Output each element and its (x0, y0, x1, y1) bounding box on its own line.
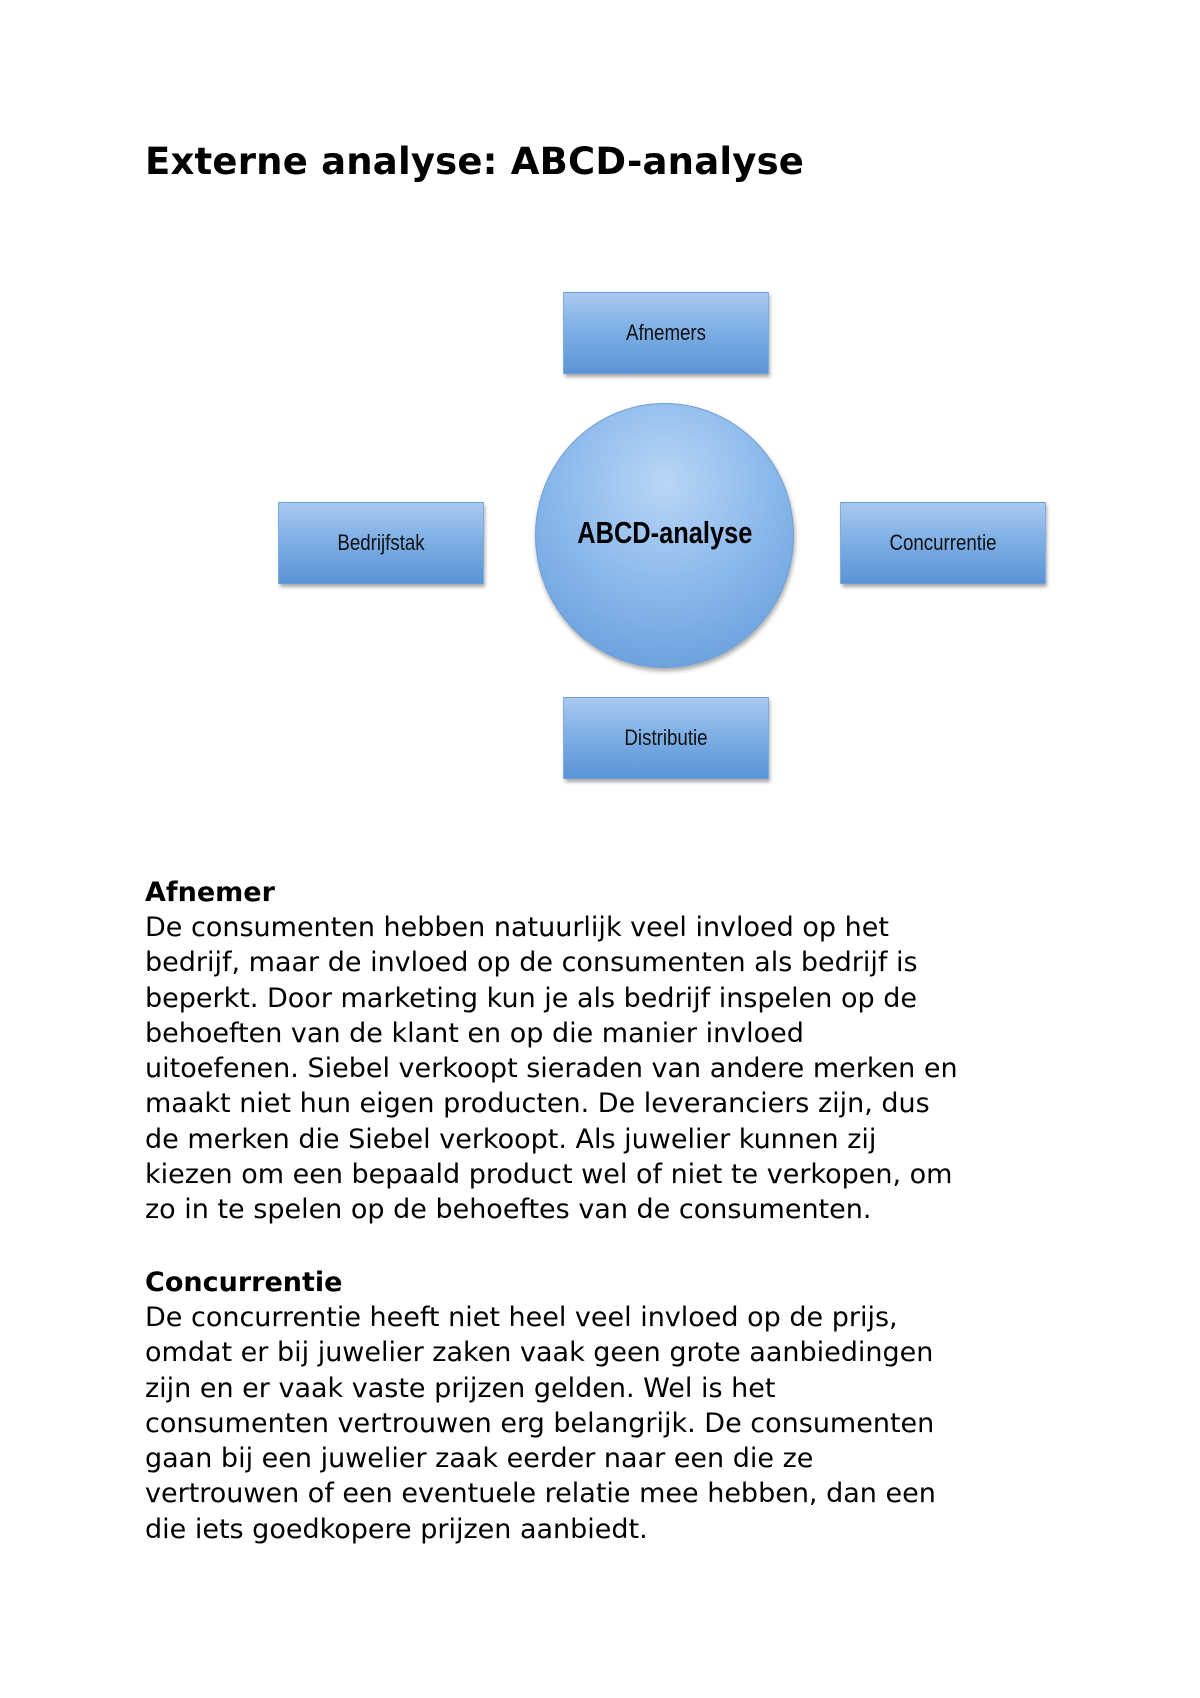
section-heading: Concurrentie (145, 1267, 343, 1298)
diagram-box-label: Concurrentie (889, 530, 997, 555)
text-line: consumenten vertrouwen erg belangrijk. De consumenten (145, 1407, 935, 1439)
diagram-box-label: Afnemers (625, 320, 707, 345)
diagram-box-bedrijfstak (278, 502, 484, 584)
diagram-center-label: ABCD-analyse (576, 514, 753, 550)
diagram-box-afnemers (563, 292, 769, 374)
diagram-box-concurrentie (840, 502, 1046, 584)
text-line: die iets goedkopere prijzen aanbiedt. (145, 1513, 648, 1545)
diagram-box-distributie (563, 697, 769, 779)
diagram-box-label: Distributie (624, 725, 708, 750)
text-line: zijn en er vaak vaste prijzen gelden. Wel is het (145, 1372, 776, 1404)
text-line: uitoefenen. Siebel verkoopt sieraden van andere merken en (145, 1053, 958, 1085)
text-line: vertrouwen of een eventuele relatie mee hebben, dan een (145, 1478, 936, 1510)
section-body (145, 910, 1085, 1228)
section-concurrentie (145, 1266, 1085, 1547)
text-line: De concurrentie heeft niet heel veel invloed op de prijs, (145, 1302, 898, 1333)
page-title: Externe analyse: ABCD-analyse (145, 140, 805, 183)
text-line: behoeften van de klant en op die manier invloed (145, 1017, 804, 1049)
text-line: bedrijf, maar de invloed op de consumenten als bedrijf is (145, 947, 918, 979)
text-line: zo in te spelen op de behoeftes van de consumenten. (145, 1194, 872, 1226)
text-line: kiezen om een bepaald product wel of niet te verkopen, om (145, 1159, 953, 1191)
text-line: de merken die Siebel verkoopt. Als juwelier kunnen zij (145, 1123, 877, 1155)
diagram-center-circle (535, 403, 794, 668)
text-line: gaan bij een juwelier zaak eerder naar een die ze (145, 1443, 814, 1475)
section-afnemer (145, 876, 1085, 1228)
text-line: beperkt. Door marketing kun je als bedrijf inspelen op de (145, 982, 917, 1014)
section-heading: Afnemer (145, 877, 275, 908)
text-line: De consumenten hebben natuurlijk veel invloed op het (145, 912, 889, 943)
abcd-diagram (0, 0, 1200, 800)
text-line: maakt niet hun eigen producten. De leveranciers zijn, dus (145, 1088, 930, 1120)
text-line: omdat er bij juwelier zaken vaak geen grote aanbiedingen (145, 1337, 934, 1369)
diagram-box-label: Bedrijfstak (337, 530, 425, 555)
section-body (145, 1300, 1085, 1547)
